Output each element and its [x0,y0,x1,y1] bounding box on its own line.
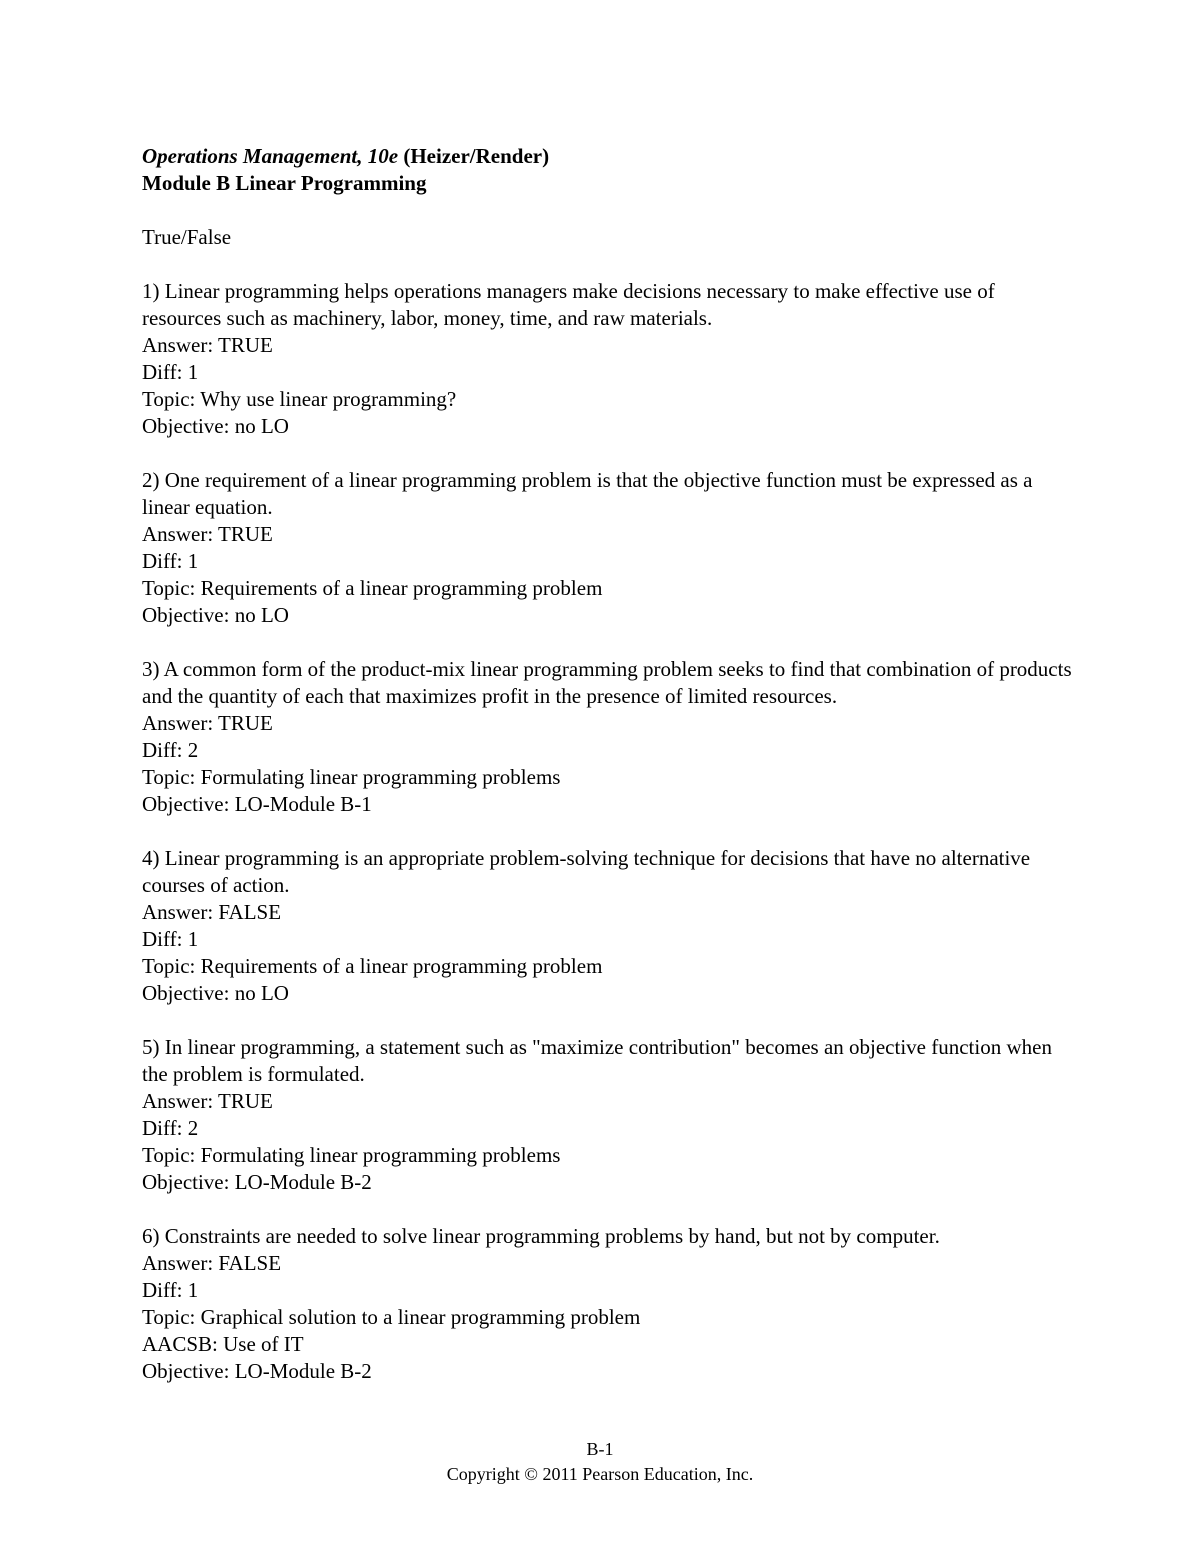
question-topic: Topic: Formulating linear programming problems [142,765,561,789]
question-difficulty: Diff: 2 [142,1116,199,1140]
question-objective: Objective: LO-Module B-2 [142,1170,372,1194]
copyright-notice: Copyright © 2011 Pearson Education, Inc. [446,1464,754,1484]
question-topic: Topic: Requirements of a linear programming problem [142,576,603,600]
question-text: 5) In linear programming, a statement such as "maximize contribution" becomes an objective function when the problem is formulated. [142,1035,1052,1086]
question-objective: Objective: no LO [142,414,289,438]
book-title-line [142,143,1072,170]
question-aacsb: AACSB: Use of IT [142,1332,304,1356]
question-4 [142,845,1072,1007]
book-title: Operations Management, 10e [142,144,399,168]
question-difficulty: Diff: 1 [142,549,199,573]
question-objective: Objective: LO-Module B-2 [142,1359,372,1383]
question-text: 2) One requirement of a linear programming problem is that the objective function must be expressed as a linear equation. [142,468,1033,519]
question-difficulty: Diff: 1 [142,1278,199,1302]
question-1 [142,278,1072,440]
question-2 [142,467,1072,629]
question-topic: Topic: Formulating linear programming problems [142,1143,561,1167]
question-text: 3) A common form of the product-mix linear programming problem seeks to find that combination of products and the quantity of each that maximizes profit in the presence of limited resources. [142,657,1072,708]
question-6 [142,1223,1072,1385]
book-authors: (Heizer/Render) [398,144,550,168]
question-answer: Answer: TRUE [142,1089,273,1113]
question-text: 4) Linear programming is an appropriate problem-solving technique for decisions that have no alternative courses of action. [142,846,1031,897]
question-topic: Topic: Requirements of a linear programming problem [142,954,603,978]
section-label: True/False [142,225,232,249]
module-title: Module B Linear Programming [142,171,427,195]
page-content [142,143,1072,1385]
question-difficulty: Diff: 2 [142,738,199,762]
question-topic: Topic: Why use linear programming? [142,387,457,411]
question-objective: Objective: no LO [142,603,289,627]
question-answer: Answer: TRUE [142,333,273,357]
question-text: 1) Linear programming helps operations managers make decisions necessary to make effective use of resources such as machinery, labor, money, time, and raw materials. [142,279,995,330]
question-objective: Objective: LO-Module B-1 [142,792,372,816]
question-text: 6) Constraints are needed to solve linear programming problems by hand, but not by computer. [142,1224,940,1248]
question-topic: Topic: Graphical solution to a linear programming problem [142,1305,641,1329]
question-objective: Objective: no LO [142,981,289,1005]
question-3 [142,656,1072,818]
question-answer: Answer: TRUE [142,711,273,735]
question-difficulty: Diff: 1 [142,360,199,384]
question-answer: Answer: TRUE [142,522,273,546]
question-5 [142,1034,1072,1196]
page-number: B-1 [586,1439,614,1459]
question-difficulty: Diff: 1 [142,927,199,951]
page-footer [0,1437,1200,1487]
question-answer: Answer: FALSE [142,1251,282,1275]
question-answer: Answer: FALSE [142,900,282,924]
